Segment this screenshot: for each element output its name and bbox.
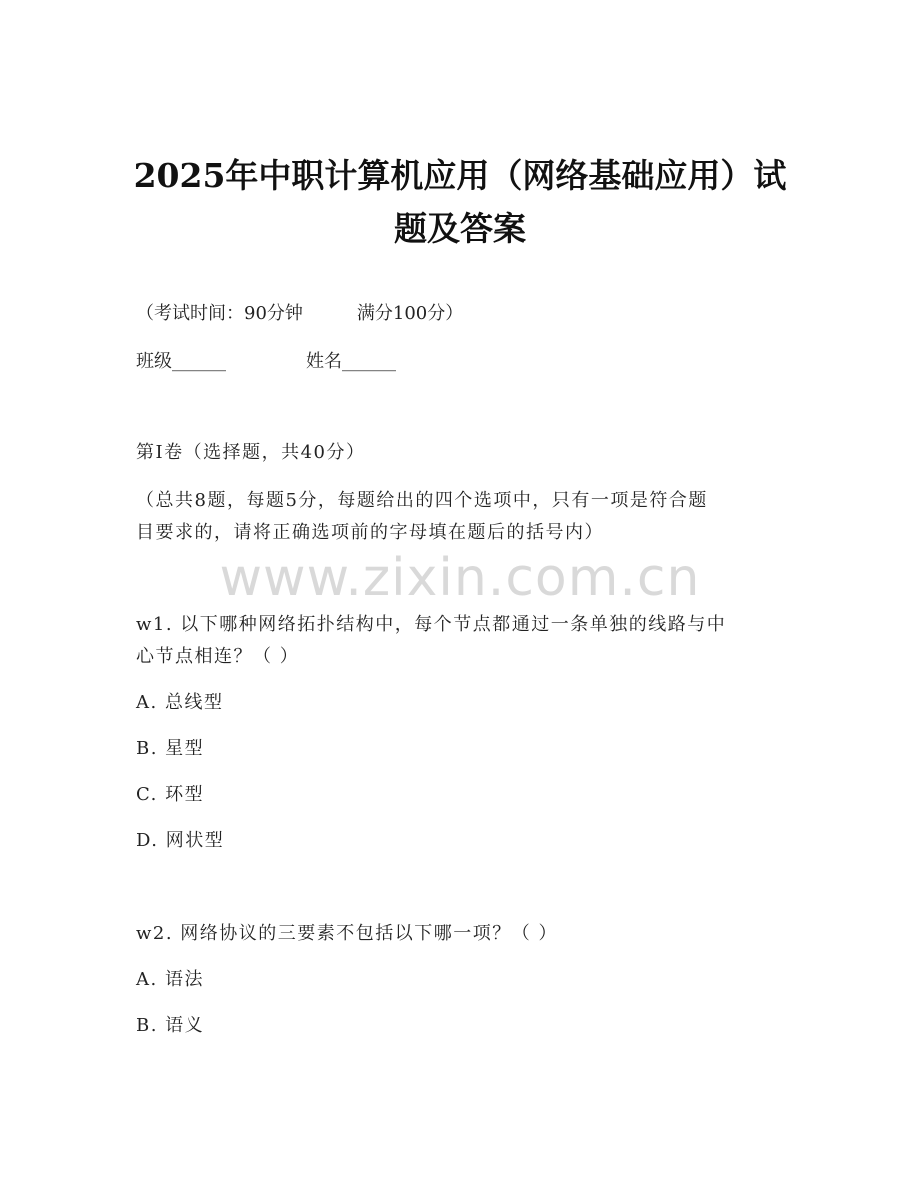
option-b: B. 星型 bbox=[136, 738, 205, 759]
option-c: C. 环型 bbox=[136, 784, 205, 805]
option-a: A. 总线型 bbox=[136, 692, 224, 713]
exam-time: （考试时间：90分钟 bbox=[136, 303, 303, 324]
question-stem-line-1: w2. 网络协议的三要素不包括以下哪一项？（ ） bbox=[136, 923, 559, 944]
option-b: B. 语义 bbox=[136, 1015, 205, 1036]
option-d: D. 网状型 bbox=[136, 830, 225, 851]
question-stem-line-2: 心节点相连？（ ） bbox=[136, 646, 300, 667]
instructions-line-2: 目要求的，请将正确选项前的字母填在题后的括号内） bbox=[136, 522, 604, 543]
section-heading: 第I卷（选择题，共40分） bbox=[136, 442, 366, 463]
watermark: www.zixin.com.cn bbox=[219, 548, 701, 608]
full-score: 满分100分） bbox=[356, 303, 464, 324]
option-a: A. 语法 bbox=[136, 969, 204, 990]
instructions-line-1: （总共8题，每题5分，每题给出的四个选项中，只有一项是符合题 bbox=[136, 490, 708, 511]
exam-info bbox=[136, 300, 463, 328]
document-title-line-2: 题及答案 bbox=[394, 209, 526, 248]
class-field-label: 班级______ bbox=[136, 351, 226, 372]
name-field-label: 姓名______ bbox=[306, 351, 396, 372]
student-info bbox=[136, 348, 396, 376]
question-stem-line-1: w1. 以下哪种网络拓扑结构中，每个节点都通过一条单独的线路与中 bbox=[136, 614, 727, 635]
document-title-line-1: 2025年中职计算机应用（网络基础应用）试 bbox=[133, 156, 787, 195]
